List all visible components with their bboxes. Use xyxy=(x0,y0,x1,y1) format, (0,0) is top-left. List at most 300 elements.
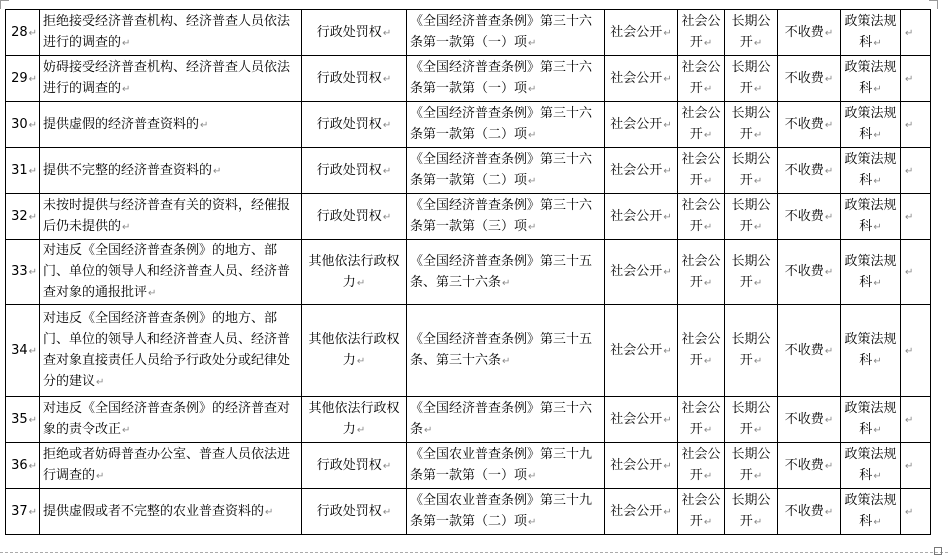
paragraph-mark-icon: ↵ xyxy=(96,471,105,482)
cell-text: 不收费 xyxy=(784,24,824,40)
paragraph-mark-icon: ↵ xyxy=(528,471,537,482)
row-end-cell xyxy=(901,194,931,240)
cell-scope[interactable] xyxy=(605,56,678,102)
paragraph-mark-icon: ↵ xyxy=(265,506,274,518)
paragraph-mark-icon: ↵ xyxy=(528,517,537,528)
cell-text: 行政处罚权 xyxy=(316,457,382,473)
row-end-mark-icon: ↵ xyxy=(905,506,914,518)
cell-text: 社会公开 xyxy=(610,411,663,427)
cell-text: 社会公开 xyxy=(610,116,663,132)
paragraph-mark-icon: ↵ xyxy=(28,119,37,131)
cell-text: 34 xyxy=(11,342,28,358)
cell-text: 政策法规科 xyxy=(844,198,897,234)
cell-text: 32 xyxy=(11,208,28,224)
paragraph-mark-icon: ↵ xyxy=(502,277,511,289)
paragraph-mark-icon: ↵ xyxy=(703,471,713,482)
cell-fee[interactable] xyxy=(778,489,841,535)
cell-no[interactable] xyxy=(6,194,40,240)
table-row xyxy=(6,305,931,397)
paragraph-mark-icon: ↵ xyxy=(753,84,763,95)
cell-scope[interactable] xyxy=(605,102,678,148)
cell-text: 提供不完整的经济普查资料的 xyxy=(43,162,213,178)
paragraph-mark-icon: ↵ xyxy=(703,425,713,436)
paragraph-mark-icon: ↵ xyxy=(873,425,882,436)
cell-method[interactable] xyxy=(678,56,725,102)
cell-no[interactable] xyxy=(6,443,40,489)
cell-text: 29 xyxy=(11,70,28,86)
table-row xyxy=(6,240,931,305)
cell-method[interactable] xyxy=(678,10,725,56)
paragraph-mark-icon: ↵ xyxy=(528,38,537,49)
cell-dept[interactable] xyxy=(841,194,901,240)
paragraph-mark-icon: ↵ xyxy=(824,345,834,357)
paragraph-mark-icon: ↵ xyxy=(873,38,882,49)
cell-scope[interactable] xyxy=(605,305,678,397)
cell-period[interactable] xyxy=(725,397,778,443)
paragraph-mark-icon: ↵ xyxy=(824,73,834,85)
table-row xyxy=(6,194,931,240)
row-end-cell xyxy=(901,305,931,397)
cell-period[interactable] xyxy=(725,305,778,397)
cell-type[interactable] xyxy=(302,194,407,240)
paragraph-mark-icon: ↵ xyxy=(213,165,222,177)
cell-text: 社会公开 xyxy=(681,152,721,188)
row-end-mark-icon: ↵ xyxy=(905,73,914,85)
cell-text: 社会公开 xyxy=(681,106,721,142)
cell-text: 社会公开 xyxy=(610,162,663,178)
cell-item[interactable] xyxy=(40,148,302,194)
cell-text: 不收费 xyxy=(784,162,824,178)
cell-period[interactable] xyxy=(725,56,778,102)
cell-dept[interactable] xyxy=(841,56,901,102)
paragraph-mark-icon: ↵ xyxy=(873,471,882,482)
row-end-cell xyxy=(901,240,931,305)
cell-period[interactable] xyxy=(725,194,778,240)
cell-text: 政策法规科 xyxy=(844,447,897,483)
cell-method[interactable] xyxy=(678,194,725,240)
paragraph-mark-icon: ↵ xyxy=(28,73,37,85)
paragraph-mark-icon: ↵ xyxy=(824,506,834,518)
cell-text: 31 xyxy=(11,162,28,178)
cell-basis[interactable] xyxy=(407,194,605,240)
row-end-mark-icon: ↵ xyxy=(905,211,914,223)
cell-item[interactable] xyxy=(40,397,302,443)
paragraph-mark-icon: ↵ xyxy=(663,460,672,472)
paragraph-mark-icon: ↵ xyxy=(703,517,713,528)
page-corner-mark xyxy=(0,0,9,9)
cell-text: 长期公开 xyxy=(731,14,771,50)
cell-text: 政策法规科 xyxy=(844,253,897,290)
cell-text: 《全国经济普查条例》第三十五条、第三十六条 xyxy=(410,332,593,368)
row-end-mark-icon: ↵ xyxy=(905,460,914,472)
paragraph-mark-icon: ↵ xyxy=(28,345,37,357)
paragraph-mark-icon: ↵ xyxy=(703,277,713,289)
paragraph-mark-icon: ↵ xyxy=(824,211,834,223)
cell-fee[interactable] xyxy=(778,10,841,56)
cell-basis[interactable] xyxy=(407,489,605,535)
paragraph-mark-icon: ↵ xyxy=(824,414,834,426)
cell-text: 《全国经济普查条例》第三十六条第一款第（二）项 xyxy=(410,106,593,142)
cell-no[interactable] xyxy=(6,489,40,535)
cell-type[interactable] xyxy=(302,56,407,102)
cell-text: 《全国农业普查条例》第三十九条第一款第（一）项 xyxy=(410,447,593,483)
row-end-mark-icon: ↵ xyxy=(905,119,914,131)
table-body xyxy=(6,10,931,535)
row-end-cell xyxy=(901,102,931,148)
cell-dept[interactable] xyxy=(841,397,901,443)
cell-text: 《全国经济普查条例》第三十六条第一款第（一）项 xyxy=(410,60,593,96)
paragraph-mark-icon: ↵ xyxy=(528,222,537,233)
cell-fee[interactable] xyxy=(778,443,841,489)
cell-text: 36 xyxy=(11,457,28,473)
cell-scope[interactable] xyxy=(605,240,678,305)
row-end-cell xyxy=(901,489,931,535)
cell-scope[interactable] xyxy=(605,443,678,489)
paragraph-mark-icon: ↵ xyxy=(753,222,763,233)
row-end-cell xyxy=(901,10,931,56)
cell-period[interactable] xyxy=(725,148,778,194)
cell-text: 长期公开 xyxy=(731,493,771,529)
cell-method[interactable] xyxy=(678,102,725,148)
paragraph-mark-icon: ↵ xyxy=(753,425,763,436)
cell-text: 社会公开 xyxy=(610,24,663,40)
cell-type[interactable] xyxy=(302,397,407,443)
paragraph-mark-icon: ↵ xyxy=(753,277,763,289)
paragraph-mark-icon: ↵ xyxy=(663,414,672,426)
cell-text: 长期公开 xyxy=(731,253,771,290)
cell-type[interactable] xyxy=(302,443,407,489)
cell-text: 不收费 xyxy=(784,411,824,427)
cell-text: 《全国经济普查条例》第三十六条第一款第（二）项 xyxy=(410,152,593,188)
paragraph-mark-icon: ↵ xyxy=(148,288,157,299)
cell-method[interactable] xyxy=(678,148,725,194)
paragraph-mark-icon: ↵ xyxy=(663,73,672,85)
cell-dept[interactable] xyxy=(841,102,901,148)
paragraph-mark-icon: ↵ xyxy=(28,267,37,278)
cell-dept[interactable] xyxy=(841,240,901,305)
paragraph-mark-icon: ↵ xyxy=(356,277,366,289)
cell-text: 未按时提供与经济普查有关的资料，经催报后仍未提供的 xyxy=(43,198,291,234)
row-end-mark-icon: ↵ xyxy=(905,267,914,278)
paragraph-mark-icon: ↵ xyxy=(122,84,131,95)
paragraph-mark-icon: ↵ xyxy=(28,414,37,426)
cell-basis[interactable] xyxy=(407,102,605,148)
cell-text: 政策法规科 xyxy=(844,152,897,188)
table-row xyxy=(6,102,931,148)
cell-text: 行政处罚权 xyxy=(316,24,382,40)
cell-text: 30 xyxy=(11,116,28,132)
cell-type[interactable] xyxy=(302,102,407,148)
cell-item[interactable] xyxy=(40,10,302,56)
paragraph-mark-icon: ↵ xyxy=(356,356,366,367)
paragraph-mark-icon: ↵ xyxy=(753,517,763,528)
paragraph-mark-icon: ↵ xyxy=(873,277,882,289)
cell-text: 37 xyxy=(11,503,28,519)
cell-type[interactable] xyxy=(302,305,407,397)
cell-dept[interactable] xyxy=(841,10,901,56)
row-end-cell xyxy=(901,397,931,443)
paragraph-mark-icon: ↵ xyxy=(703,84,713,95)
cell-text: 政策法规科 xyxy=(844,332,897,368)
paragraph-mark-icon: ↵ xyxy=(873,130,882,141)
cell-text: 政策法规科 xyxy=(844,106,897,142)
paragraph-mark-icon: ↵ xyxy=(663,165,672,177)
cell-text: 社会公开 xyxy=(681,401,721,437)
paragraph-mark-icon: ↵ xyxy=(824,27,834,39)
paragraph-mark-icon: ↵ xyxy=(28,460,37,472)
paragraph-mark-icon: ↵ xyxy=(382,27,392,39)
cell-text: 33 xyxy=(11,264,28,279)
cell-text: 社会公开 xyxy=(681,493,721,529)
cell-text: 行政处罚权 xyxy=(316,208,382,224)
cell-text: 社会公开 xyxy=(610,503,663,519)
paragraph-mark-icon: ↵ xyxy=(703,38,713,49)
paragraph-mark-icon: ↵ xyxy=(528,84,537,95)
cell-text: 社会公开 xyxy=(681,332,721,368)
table-resize-handle[interactable] xyxy=(934,547,942,555)
cell-fee[interactable] xyxy=(778,305,841,397)
paragraph-mark-icon: ↵ xyxy=(382,211,392,223)
cell-text: 长期公开 xyxy=(731,447,771,483)
cell-period[interactable] xyxy=(725,102,778,148)
paragraph-mark-icon: ↵ xyxy=(873,356,882,367)
paragraph-mark-icon: ↵ xyxy=(122,38,131,49)
cell-item[interactable] xyxy=(40,305,302,397)
cell-no[interactable] xyxy=(6,56,40,102)
table-row xyxy=(6,148,931,194)
cell-item[interactable] xyxy=(40,56,302,102)
cell-text: 社会公开 xyxy=(610,264,663,279)
cell-text: 社会公开 xyxy=(610,342,663,358)
paragraph-mark-icon: ↵ xyxy=(28,165,37,177)
cell-text: 社会公开 xyxy=(681,198,721,234)
cell-no[interactable] xyxy=(6,240,40,305)
paragraph-mark-icon: ↵ xyxy=(382,73,392,85)
cell-basis[interactable] xyxy=(407,148,605,194)
cell-text: 不收费 xyxy=(784,264,824,279)
paragraph-mark-icon: ↵ xyxy=(753,176,763,187)
cell-type[interactable] xyxy=(302,10,407,56)
paragraph-mark-icon: ↵ xyxy=(753,471,763,482)
cell-text: 其他依法行政权力 xyxy=(308,332,400,368)
paragraph-mark-icon: ↵ xyxy=(502,356,511,367)
row-end-cell xyxy=(901,56,931,102)
cell-text: 社会公开 xyxy=(681,253,721,290)
cell-item[interactable] xyxy=(40,443,302,489)
cell-scope[interactable] xyxy=(605,397,678,443)
cell-basis[interactable] xyxy=(407,305,605,397)
cell-fee[interactable] xyxy=(778,56,841,102)
paragraph-mark-icon: ↵ xyxy=(753,130,763,141)
cell-basis[interactable] xyxy=(407,397,605,443)
paragraph-mark-icon: ↵ xyxy=(28,211,37,223)
paragraph-mark-icon: ↵ xyxy=(663,211,672,223)
cell-scope[interactable] xyxy=(605,148,678,194)
paragraph-mark-icon: ↵ xyxy=(703,130,713,141)
cell-text: 长期公开 xyxy=(731,332,771,368)
cell-no[interactable] xyxy=(6,10,40,56)
paragraph-mark-icon: ↵ xyxy=(824,165,834,177)
cell-text: 妨碍接受经济普查机构、经济普查人员依法进行的调查的 xyxy=(43,60,291,96)
cell-text: 行政处罚权 xyxy=(316,70,382,86)
cell-period[interactable] xyxy=(725,489,778,535)
paragraph-mark-icon: ↵ xyxy=(28,27,37,39)
cell-type[interactable] xyxy=(302,489,407,535)
cell-text: 其他依法行政权力 xyxy=(308,253,400,290)
cell-text: 社会公开 xyxy=(610,208,663,224)
cell-scope[interactable] xyxy=(605,10,678,56)
paragraph-mark-icon: ↵ xyxy=(663,345,672,357)
cell-item[interactable] xyxy=(40,489,302,535)
cell-method[interactable] xyxy=(678,240,725,305)
cell-scope[interactable] xyxy=(605,194,678,240)
cell-text: 长期公开 xyxy=(731,401,771,437)
cell-fee[interactable] xyxy=(778,148,841,194)
page-corner-mark-right xyxy=(929,0,938,9)
cell-period[interactable] xyxy=(725,10,778,56)
cell-text: 政策法规科 xyxy=(844,60,897,96)
paragraph-mark-icon: ↵ xyxy=(122,222,131,233)
cell-basis[interactable] xyxy=(407,56,605,102)
cell-method[interactable] xyxy=(678,443,725,489)
cell-scope[interactable] xyxy=(605,489,678,535)
cell-no[interactable] xyxy=(6,148,40,194)
paragraph-mark-icon: ↵ xyxy=(663,506,672,518)
cell-text: 不收费 xyxy=(784,457,824,473)
paragraph-mark-icon: ↵ xyxy=(663,119,672,131)
cell-dept[interactable] xyxy=(841,148,901,194)
paragraph-mark-icon: ↵ xyxy=(873,222,882,233)
table-row xyxy=(6,397,931,443)
row-end-mark-icon: ↵ xyxy=(905,345,914,357)
paragraph-mark-icon: ↵ xyxy=(703,356,713,367)
row-end-cell xyxy=(901,148,931,194)
paragraph-mark-icon: ↵ xyxy=(528,176,537,187)
cell-text: 不收费 xyxy=(784,342,824,358)
paragraph-mark-icon: ↵ xyxy=(382,119,392,131)
cell-method[interactable] xyxy=(678,305,725,397)
paragraph-mark-icon: ↵ xyxy=(824,267,834,278)
disclosure-table xyxy=(5,9,931,535)
paragraph-mark-icon: ↵ xyxy=(703,176,713,187)
cell-text: 长期公开 xyxy=(731,152,771,188)
cell-text: 长期公开 xyxy=(731,106,771,142)
cell-item[interactable] xyxy=(40,102,302,148)
cell-fee[interactable] xyxy=(778,102,841,148)
cell-no[interactable] xyxy=(6,305,40,397)
cell-text: 不收费 xyxy=(784,208,824,224)
cell-dept[interactable] xyxy=(841,443,901,489)
paragraph-mark-icon: ↵ xyxy=(28,506,37,518)
cell-no[interactable] xyxy=(6,397,40,443)
paragraph-mark-icon: ↵ xyxy=(200,119,209,131)
paragraph-mark-icon: ↵ xyxy=(753,38,763,49)
row-end-mark-icon: ↵ xyxy=(905,414,914,426)
cell-text: 不收费 xyxy=(784,116,824,132)
cell-method[interactable] xyxy=(678,489,725,535)
cell-text: 社会公开 xyxy=(681,14,721,50)
cell-item[interactable] xyxy=(40,194,302,240)
paragraph-mark-icon: ↵ xyxy=(382,506,392,518)
cell-fee[interactable] xyxy=(778,397,841,443)
paragraph-mark-icon: ↵ xyxy=(824,119,834,131)
paragraph-mark-icon: ↵ xyxy=(873,517,882,528)
paragraph-mark-icon: ↵ xyxy=(873,176,882,187)
cell-text: 行政处罚权 xyxy=(316,503,382,519)
cell-text: 政策法规科 xyxy=(844,401,897,437)
cell-text: 35 xyxy=(11,411,28,427)
cell-text: 28 xyxy=(11,24,28,40)
cell-type[interactable] xyxy=(302,148,407,194)
cell-text: 《全国经济普查条例》第三十六条第一款第（三）项 xyxy=(410,198,593,234)
paragraph-mark-icon: ↵ xyxy=(873,84,882,95)
cell-text: 行政处罚权 xyxy=(316,162,382,178)
paragraph-mark-icon: ↵ xyxy=(528,130,537,141)
cell-type[interactable] xyxy=(302,240,407,305)
cell-basis[interactable] xyxy=(407,240,605,305)
paragraph-mark-icon: ↵ xyxy=(824,460,834,472)
cell-text: 对违反《全国经济普查条例》的地方、部门、单位的领导人和经济普查人员、经济普查对象直接责任人员给予行政处分或纪律处分的建议 xyxy=(43,311,291,389)
paragraph-mark-icon: ↵ xyxy=(663,267,672,278)
cell-text: 其他依法行政权力 xyxy=(308,401,400,437)
paragraph-mark-icon: ↵ xyxy=(96,377,105,388)
cell-text: 《全国经济普查条例》第三十六条第一款第（一）项 xyxy=(410,14,593,50)
cell-text: 社会公开 xyxy=(681,447,721,483)
table-row xyxy=(6,443,931,489)
paragraph-mark-icon: ↵ xyxy=(122,425,131,436)
cell-method[interactable] xyxy=(678,397,725,443)
page-bottom-rule xyxy=(0,552,948,553)
cell-no[interactable] xyxy=(6,102,40,148)
cell-text: 长期公开 xyxy=(731,60,771,96)
cell-text: 社会公开 xyxy=(610,457,663,473)
cell-basis[interactable] xyxy=(407,443,605,489)
cell-item[interactable] xyxy=(40,240,302,305)
cell-dept[interactable] xyxy=(841,489,901,535)
cell-text: 对违反《全国经济普查条例》的经济普查对象的责令改正 xyxy=(43,401,291,437)
table-row xyxy=(6,10,931,56)
paragraph-mark-icon: ↵ xyxy=(382,165,392,177)
table-row xyxy=(6,489,931,535)
cell-period[interactable] xyxy=(725,443,778,489)
cell-period[interactable] xyxy=(725,240,778,305)
cell-text: 提供虚假的经济普查资料的 xyxy=(43,116,200,132)
cell-text: 《全国经济普查条例》第三十五条、第三十六条 xyxy=(410,253,593,290)
cell-text: 长期公开 xyxy=(731,198,771,234)
cell-basis[interactable] xyxy=(407,10,605,56)
cell-text: 政策法规科 xyxy=(844,14,897,50)
paragraph-mark-icon: ↵ xyxy=(663,27,672,39)
paragraph-mark-icon: ↵ xyxy=(753,356,763,367)
cell-text: 拒绝或者妨碍普查办公室、普查人员依法进行调查的 xyxy=(43,447,291,483)
row-end-mark-icon: ↵ xyxy=(905,27,914,39)
cell-fee[interactable] xyxy=(778,194,841,240)
cell-text: 拒绝接受经济普查机构、经济普查人员依法进行的调查的 xyxy=(43,14,291,50)
cell-text: 行政处罚权 xyxy=(316,116,382,132)
cell-text: 提供虚假或者不完整的农业普查资料的 xyxy=(43,503,265,519)
cell-dept[interactable] xyxy=(841,305,901,397)
cell-text: 社会公开 xyxy=(610,70,663,86)
cell-text: 《全国农业普查条例》第三十九条第一款第（二）项 xyxy=(410,493,593,529)
paragraph-mark-icon: ↵ xyxy=(356,425,366,436)
cell-text: 对违反《全国经济普查条例》的地方、部门、单位的领导人和经济普查人员、经济普查对象的通报批评 xyxy=(43,243,291,300)
paragraph-mark-icon: ↵ xyxy=(382,460,392,472)
paragraph-mark-icon: ↵ xyxy=(703,222,713,233)
cell-text: 《全国经济普查条例》第三十六条 xyxy=(410,401,593,437)
cell-text: 不收费 xyxy=(784,503,824,519)
cell-fee[interactable] xyxy=(778,240,841,305)
cell-text: 不收费 xyxy=(784,70,824,86)
